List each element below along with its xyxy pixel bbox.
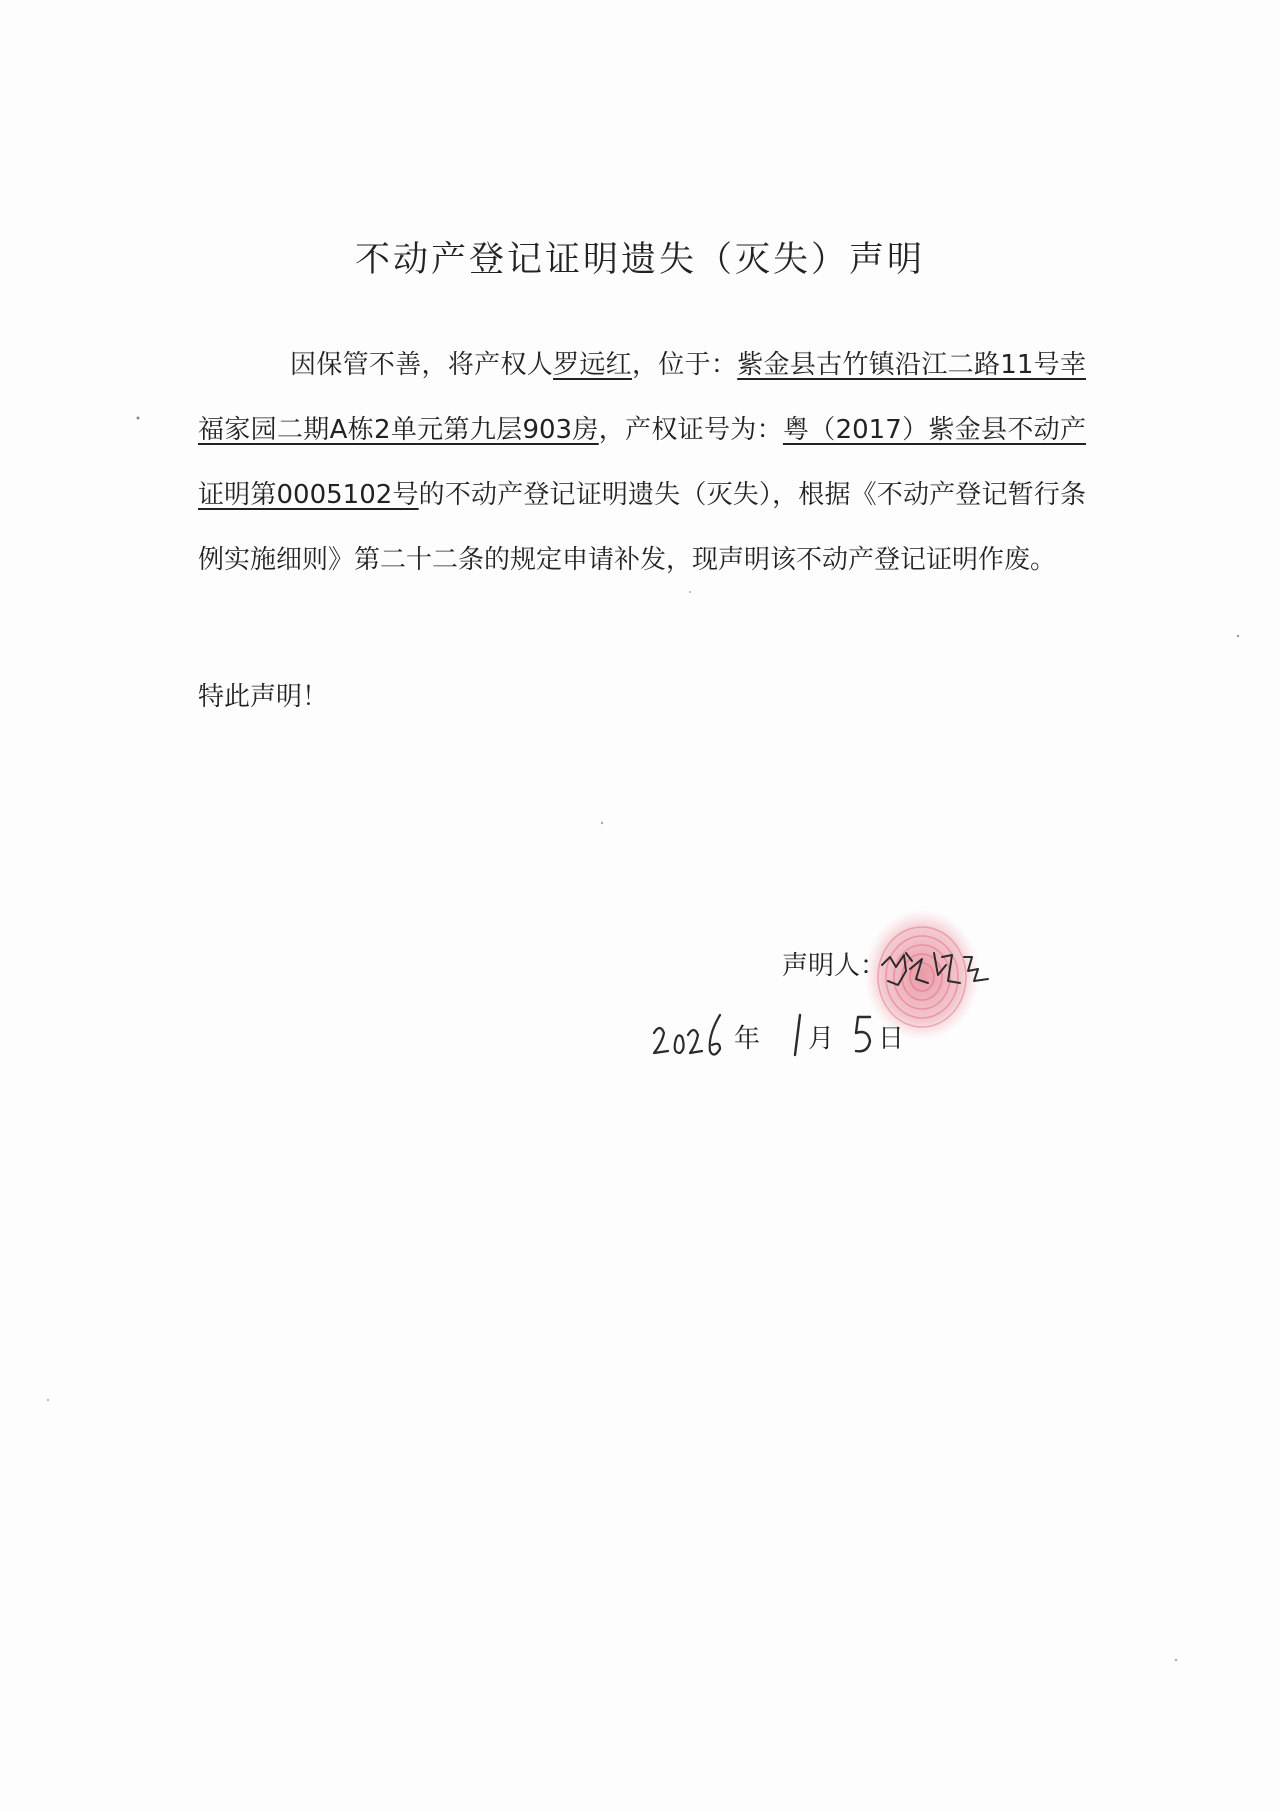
certificate-number: 粤（2017）紫金县不动产证明第0005102号 (198, 415, 1086, 510)
owner-name: 罗远红 (553, 350, 632, 380)
handwritten-month (788, 1011, 808, 1061)
declaration-body (198, 333, 1086, 593)
handwritten-year (650, 1005, 730, 1065)
handwritten-day (850, 1011, 876, 1061)
document-title: 不动产登记证明遗失（灭失）声明 (354, 240, 925, 280)
property-address: 紫金县古竹镇沿江二路11号幸福家园二期A栋2单元第九层903房 (198, 350, 1086, 445)
declarant-label: 声明人： (782, 951, 887, 981)
year-label: 年 (734, 1024, 761, 1054)
closing-statement: 特此声明！ (198, 682, 329, 712)
paragraph-intro: 因保管不善，将产权人 (290, 350, 554, 380)
paragraph-rest: 的不动产登记证明遗失（灭失），根据《不动产登记暂行条例实施细则》第二十二条的规定申请补发，现声明该不动产登记证明作废。 (198, 480, 1086, 575)
month-label: 月 (808, 1024, 835, 1054)
declaration-date (650, 1005, 970, 1075)
handwritten-signature (876, 935, 996, 1005)
paragraph-cert-label: ，产权证号为： (598, 415, 783, 445)
day-label: 日 (878, 1024, 905, 1054)
paragraph-location-label: ，位于： (631, 350, 738, 380)
declaration-paragraph (198, 333, 1086, 593)
